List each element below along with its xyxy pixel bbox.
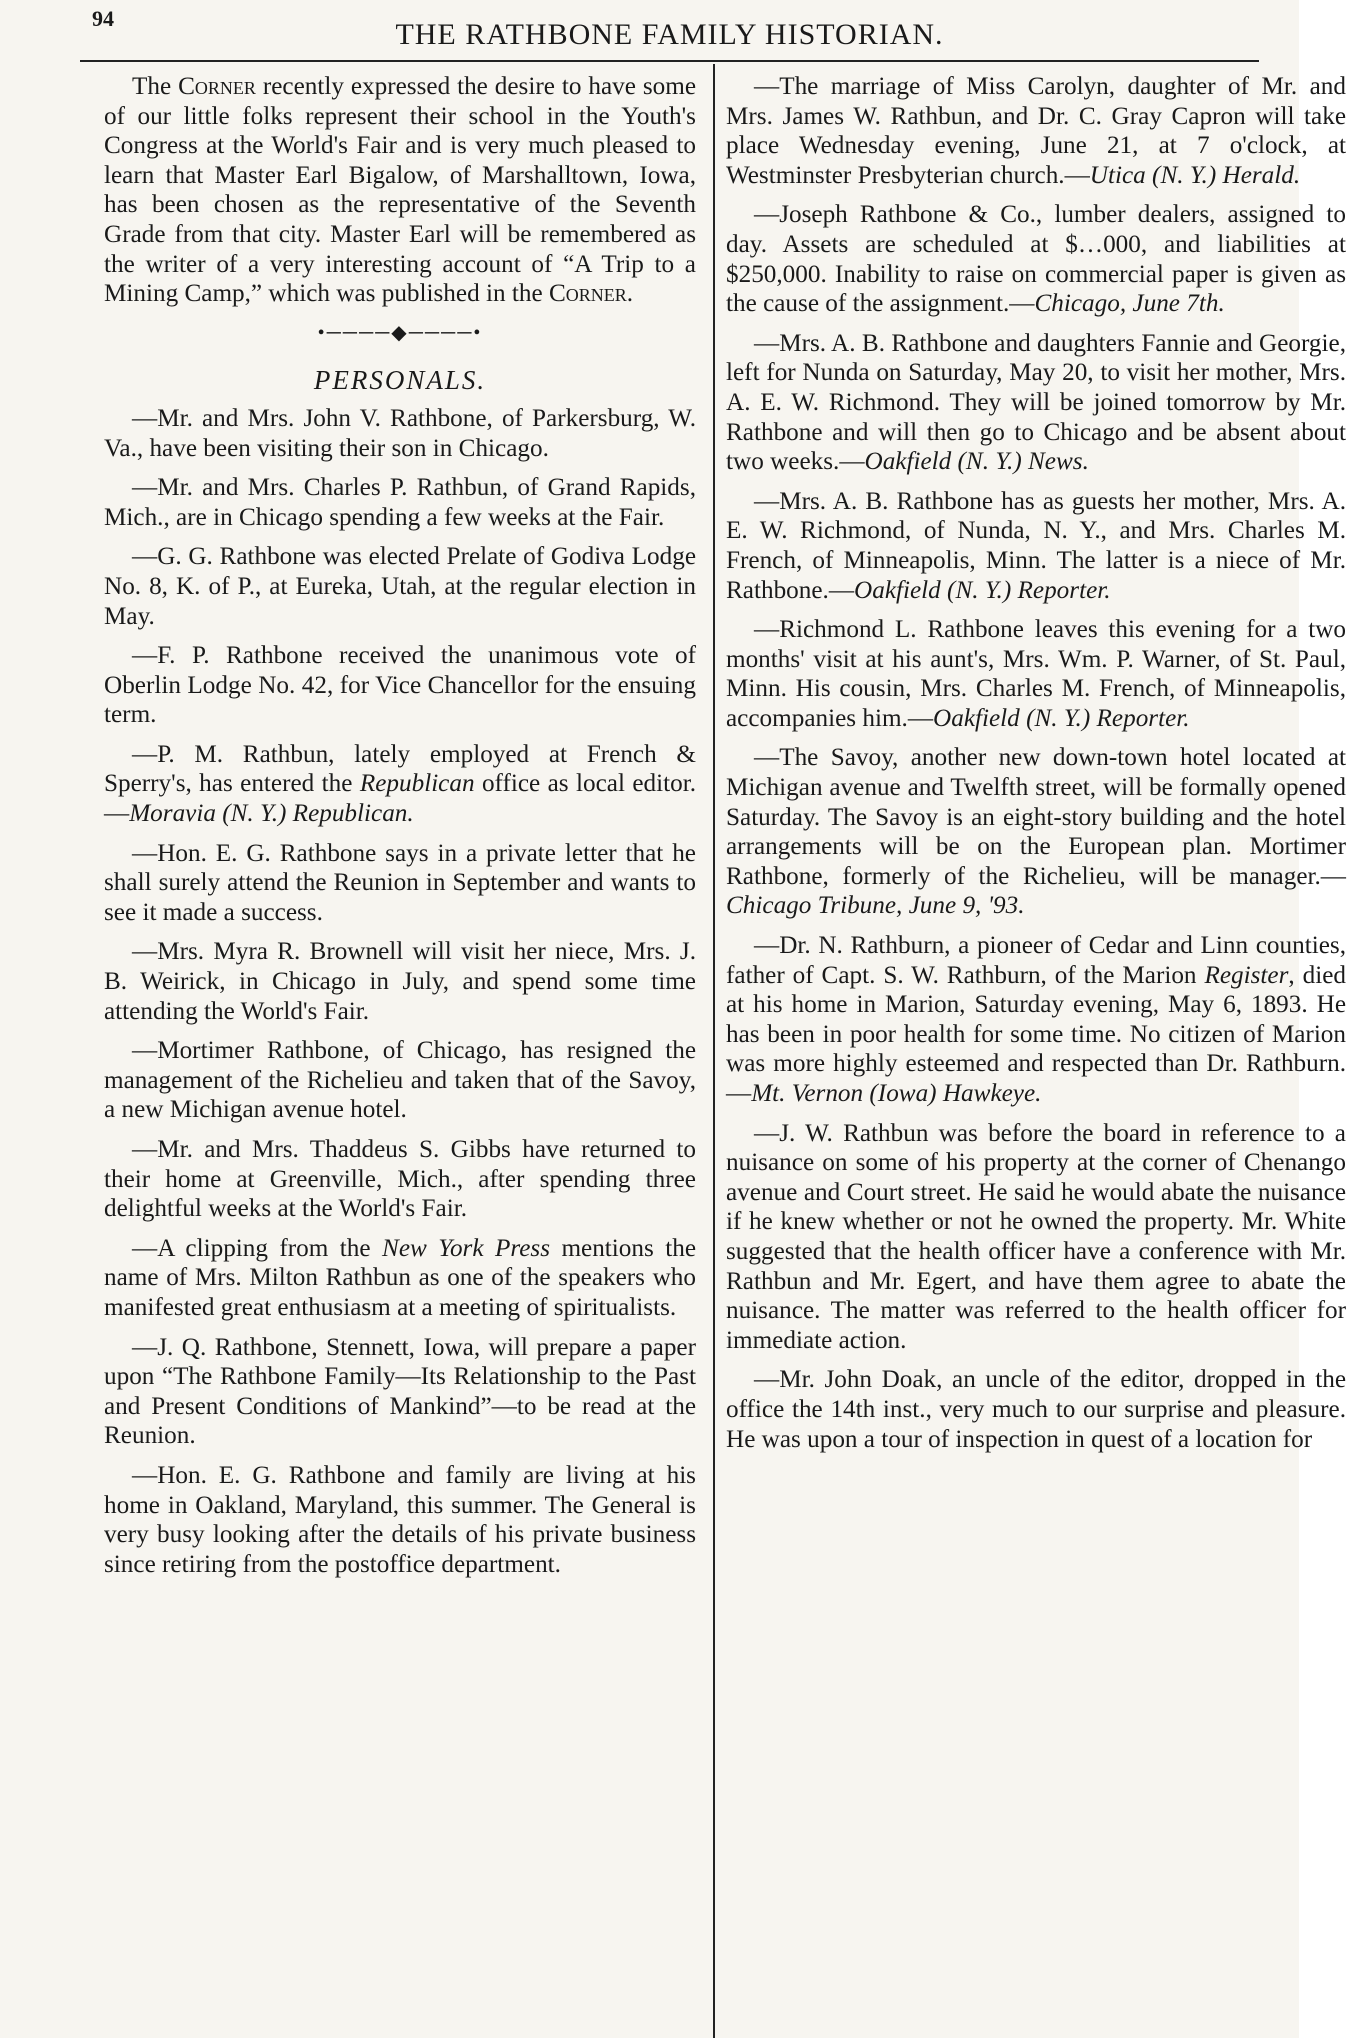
right-column — [720, 60, 1360, 2038]
personal-item — [726, 615, 1346, 733]
item-text: —Mrs. A. B. Rathbone and daughters Fannie and Georgie, left for Nunda on Saturday, May 20, to visit her mother, Mrs. A. E. W. Richmond. They will be joined tomorrow by Mr. Rathbone and will then go to Chicago and be absent about two weeks.— — [726, 329, 1346, 476]
item-italic: Republican — [359, 770, 475, 798]
item-text: , died at his home in Marion, Saturday evening, May 6, 1893. He has been in poor health for some time. No citizen of Marion was more highly esteemed and respected than Dr. Rathburn.— — [726, 961, 1346, 1107]
item-source: Utica (N. Y.) Herald. — [1089, 161, 1301, 189]
personal-item — [104, 740, 696, 829]
section-heading: PERSONALS. — [313, 365, 487, 396]
personal-item: —Mr. and Mrs. John V. Rathbone, of Parkersburg, W. Va., have been visiting their son in Chicago. — [104, 404, 696, 462]
item-source: Oakfield (N. Y.) Reporter. — [854, 576, 1111, 604]
personal-item — [726, 743, 1346, 921]
personal-item: —Mrs. Myra R. Brownell will visit her niece, Mrs. J. B. Weirick, in Chicago in July, and spend some time attending the World's Fair. — [104, 938, 696, 1025]
divider-ornament: •────◆────• — [317, 321, 483, 344]
item-source: Oakfield (N. Y.) Reporter. — [933, 704, 1190, 732]
item-text: —Joseph Rathbone & Co., lumber dealers, assigned to day. Assets are scheduled at $…000, and liabilities at $250,000. Inability to raise on commercial paper is given as the cause of the assignment.— — [726, 201, 1346, 318]
item-source: Moravia (N. Y.) Republican. — [129, 800, 414, 828]
column-rule — [713, 64, 715, 2038]
personal-item: —J. Q. Rathbone, Stennett, Iowa, will prepare a paper upon “The Rathbone Family—Its Relationship to the Past and Present Conditions of Mankind”—to be read at the Reunion. — [104, 1333, 696, 1450]
item-source: Chicago, June 7th. — [1034, 290, 1225, 318]
personal-item: —Mortimer Rathbone, of Chicago, has resigned the management of the Richelieu and taken that of the Savoy, a new Michigan avenue hotel. — [104, 1037, 696, 1124]
item-text: —The Savoy, another new down-town hotel located at Michigan avenue and Twelfth street, will be formally opened Saturday. The Savoy is an eight-story building and the hotel arrangements will be on the European plan. Mortimer Rathbone, formerly of the Richelieu, will be manager.— — [726, 744, 1346, 890]
running-title: THE RATHBONE FAMILY HISTORIAN. — [395, 18, 944, 51]
personal-item — [726, 487, 1346, 605]
personal-item — [726, 200, 1346, 318]
columns — [80, 60, 1346, 2038]
personal-item — [726, 72, 1346, 190]
item-source: Chicago Tribune, June 9, '93. — [726, 892, 1025, 920]
personal-item: —F. P. Rathbone received the unanimous vote of Oberlin Lodge No. 42, for Vice Chancellor for the ensuing term. — [104, 642, 696, 729]
corner-name-end: Corner — [548, 280, 627, 308]
item-italic: New York Press — [382, 1234, 550, 1262]
personal-item: —Hon. E. G. Rathbone says in a private letter that he shall surely attend the Reunion in September and wants to see it made a success. — [104, 839, 696, 926]
personal-item: —Mr. and Mrs. Charles P. Rathbun, of Grand Rapids, Mich., are in Chicago spending a few weeks at the Fair. — [104, 474, 696, 531]
personal-item: —J. W. Rathbun was before the board in reference to a nuisance on some of his property at the corner of Chenango avenue and Court street. He said he would abate the nuisance if he knew whether or not he owned the property. Mr. White suggested that the health officer have a conference with Mr. Rathbun and Mr. Egert, and have them agree to abate the nuisance. The matter was referred to the health officer for immediate action. — [726, 1119, 1346, 1354]
item-text: —A clipping from the — [132, 1234, 383, 1262]
page-number: 94 — [92, 6, 114, 31]
personal-item — [726, 931, 1346, 1109]
page-header — [80, 0, 1259, 62]
intro-paragraph — [104, 72, 696, 309]
item-text: —The marriage of Miss Carolyn, daughter of Mr. and Mrs. James W. Rathbun, and Dr. C. Gray Capron will take place Wednesday evening, June 21, at 7 o'clock, at Westminster Presbyterian church.— — [726, 73, 1346, 189]
personal-item — [726, 329, 1346, 477]
intro-lead: The — [132, 73, 179, 100]
item-italic: Register — [1204, 961, 1289, 989]
personal-item: —Hon. E. G. Rathbone and family are living at his home in Oakland, Maryland, this summer. The General is very busy looking after the details of his private business since retiring from the postoffice department. — [104, 1461, 696, 1578]
item-text: —P. M. Rathbun, lately employed at French & Sperry's, has entered the — [104, 740, 696, 798]
personal-item: —G. G. Rathbone was elected Prelate of Godiva Lodge No. 8, K. of P., at Eureka, Utah, at the regular election in May. — [104, 543, 696, 630]
left-column — [80, 60, 706, 2038]
item-text: mentions the name of Mrs. Milton Rathbun as one of the speakers who manifested great enthusiasm at a meeting of spiritualists. — [104, 1234, 696, 1321]
personal-item: —Mr. and Mrs. Thaddeus S. Gibbs have returned to their home at Greenville, Mich., after spending three delightful weeks at the World's Fair. — [104, 1136, 696, 1223]
intro-end: . — [626, 280, 634, 308]
item-source: Oakfield (N. Y.) News. — [864, 448, 1089, 476]
personal-item: —Mr. John Doak, an uncle of the editor, dropped in the office the 14th inst., very much to our surprise and pleasure. He was upon a tour of inspection in quest of a location for — [726, 1366, 1346, 1453]
item-text: —Dr. N. Rathburn, a pioneer of Cedar and Linn counties, father of Capt. S. W. Rathburn, of the Marion — [726, 932, 1346, 989]
item-text: —Richmond L. Rathbone leaves this evening for a two months' visit at his aunt's, Mrs. Wm. P. Warner, of St. Paul, Minn. His cousin, Mrs. Charles M. French, of Minneapolis, accompanies him.— — [726, 616, 1346, 732]
item-source: Mt. Vernon (Iowa) Hawkeye. — [751, 1080, 1042, 1107]
item-text: office as local editor.— — [104, 770, 697, 828]
corner-name: Corner — [178, 73, 256, 100]
personal-item — [104, 1234, 696, 1323]
intro-text: recently expressed the desire to have some of our little folks represent their school in the Youth's Congress at the World's Fair and is very much pleased to learn that Master Earl Bigalow, of Marshalltown, Iowa, has been chosen as the representative of the Seventh Grade from that city. Master Earl will be remembered as the writer of a very interesting account of “A Trip to a Mining Camp,” which was published in the — [104, 73, 696, 308]
item-text: —Mrs. A. B. Rathbone has as guests her mother, Mrs. A. E. W. Richmond, of Nunda, N. Y., and Mrs. Charles M. French, of Minneapolis, Minn. The latter is a niece of Mr. Rathbone.— — [726, 487, 1346, 604]
